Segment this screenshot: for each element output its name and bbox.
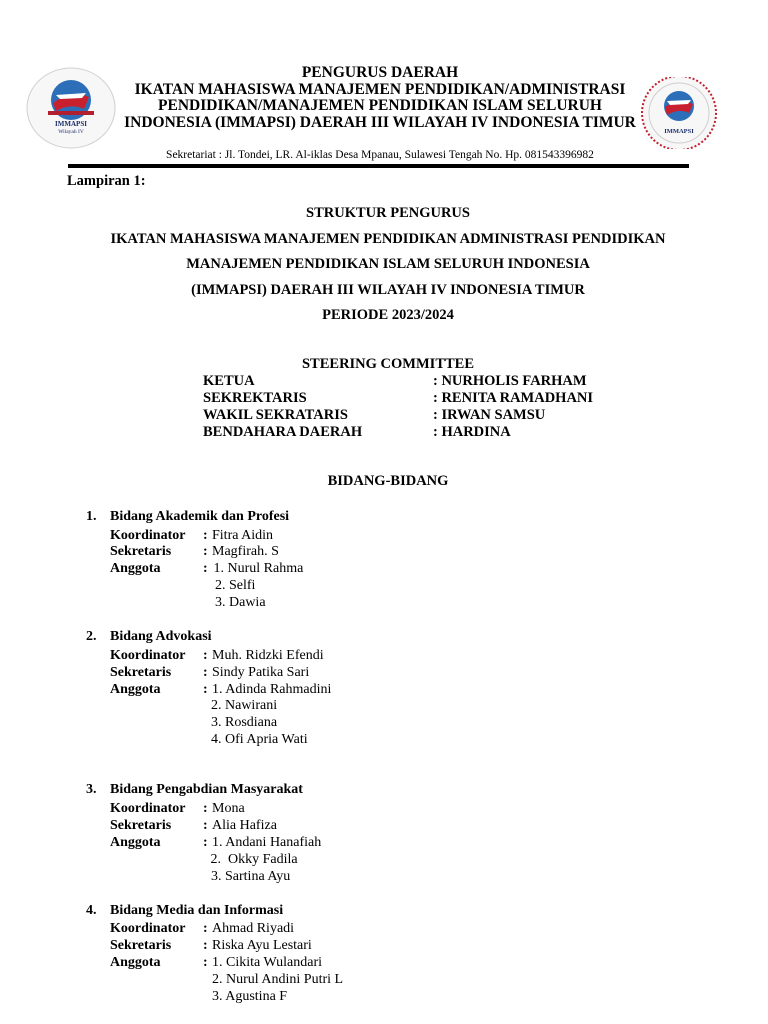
section-title: Bidang Pengabdian Masyarakat — [110, 782, 303, 797]
right-logo — [640, 77, 718, 149]
anggota-member: 1. Nurul Rahma — [210, 561, 304, 576]
colon: : — [203, 648, 208, 663]
section-title: Bidang Media dan Informasi — [110, 903, 284, 918]
colon: : — [203, 544, 208, 559]
colon: : — [203, 818, 208, 833]
sekretaris-label: Sekretaris — [110, 544, 172, 559]
colon: : — [203, 955, 208, 970]
anggota-label: Anggota — [110, 835, 161, 850]
bidang-heading: BIDANG-BIDANG — [327, 473, 449, 489]
sekretaris-name: Riska Ayu Lestari — [212, 938, 312, 953]
anggota-label: Anggota — [110, 561, 161, 576]
letterhead-line-3: PENDIDIKAN/MANAJEMEN PENDIDIKAN ISLAM SELURUH — [158, 97, 602, 114]
section-number: 3. — [86, 782, 97, 797]
title-line-2: IKATAN MAHASISWA MANAJEMEN PENDIDIKAN ADMINISTRASI PENDIDIKAN — [110, 231, 666, 247]
koordinator-label: Koordinator — [110, 921, 186, 936]
anggota-member: 1. Cikita Wulandari — [212, 955, 322, 970]
letterhead-line-2: IKATAN MAHASISWA MANAJEMEN PENDIDIKAN/ADMINISTRASI — [134, 81, 626, 98]
steering-name: : IRWAN SAMSU — [433, 407, 546, 423]
letterhead-address: Sekretariat : Jl. Tondei, LR. Al-iklas Desa Mpanau, Sulawesi Tengah No. Hp. 081543396982 — [166, 149, 594, 161]
left-logo-text: IMMAPSI — [55, 120, 87, 128]
title-line-5: PERIODE 2023/2024 — [322, 307, 454, 323]
koordinator-name: Fitra Aidin — [212, 528, 274, 543]
letterhead-line-4: INDONESIA (IMMAPSI) DAERAH III WILAYAH IV INDONESIA TIMUR — [124, 114, 636, 131]
colon: : — [203, 835, 208, 850]
sekretaris-name: Alia Hafiza — [212, 818, 277, 833]
koordinator-name: Mona — [212, 801, 245, 816]
title-line-3: MANAJEMEN PENDIDIKAN ISLAM SELURUH INDONESIA — [186, 256, 590, 272]
colon: : — [203, 682, 208, 697]
koordinator-label: Koordinator — [110, 528, 186, 543]
koordinator-label: Koordinator — [110, 648, 186, 663]
koordinator-name: Muh. Ridzki Efendi — [212, 648, 324, 663]
koordinator-name: Ahmad Riyadi — [212, 921, 295, 936]
steering-role: WAKIL SEKRATARIS — [203, 407, 348, 423]
sekretaris-label: Sekretaris — [110, 818, 172, 833]
colon: : — [203, 801, 208, 816]
steering-role: BENDAHARA DAERAH — [203, 424, 363, 440]
steering-name: : HARDINA — [433, 424, 511, 440]
sekretaris-label: Sekretaris — [110, 938, 172, 953]
section-number: 1. — [86, 509, 97, 524]
sekretaris-name: Sindy Patika Sari — [212, 665, 310, 680]
colon: : — [203, 561, 208, 576]
left-logo — [26, 67, 116, 149]
anggota-member: 2. Okky Fadila — [207, 852, 298, 867]
title-line-1: STRUKTUR PENGURUS — [306, 205, 470, 221]
anggota-member: 4. Ofi Apria Wati — [211, 732, 308, 747]
anggota-member: 3. Sartina Ayu — [211, 869, 291, 884]
section-number: 2. — [86, 629, 97, 644]
colon: : — [203, 528, 208, 543]
sekretaris-name: Magfirah. S — [212, 544, 279, 559]
section-number: 4. — [86, 903, 97, 918]
header-rule — [68, 164, 689, 168]
attachment-label: Lampiran 1: — [67, 173, 146, 189]
steering-name: : RENITA RAMADHANI — [433, 390, 594, 406]
anggota-member: 3. Rosdiana — [211, 715, 278, 730]
colon: : — [203, 665, 208, 680]
anggota-member: 2. Selfi — [215, 578, 256, 593]
steering-role: KETUA — [203, 373, 255, 389]
koordinator-label: Koordinator — [110, 801, 186, 816]
anggota-member: 1. Adinda Rahmadini — [212, 682, 332, 697]
left-logo-subtext: Wilayah IV — [58, 129, 84, 135]
letterhead-line-1: PENGURUS DAERAH — [301, 64, 459, 81]
anggota-member: 3. Dawia — [215, 595, 266, 610]
anggota-member: 3. Agustina F — [212, 989, 288, 1004]
colon: : — [203, 921, 208, 936]
steering-heading: STEERING COMMITTEE — [301, 356, 475, 372]
title-line-4: (IMMAPSI) DAERAH III WILAYAH IV INDONESIA TIMUR — [191, 282, 585, 298]
anggota-member: 2. Nurul Andini Putri L — [212, 972, 344, 987]
colon: : — [203, 938, 208, 953]
right-logo-text: IMMAPSI — [664, 128, 694, 135]
sekretaris-label: Sekretaris — [110, 665, 172, 680]
anggota-label: Anggota — [110, 955, 161, 970]
steering-name: : NURHOLIS FARHAM — [433, 373, 587, 389]
anggota-label: Anggota — [110, 682, 161, 697]
steering-role: SEKREKTARIS — [203, 390, 307, 406]
anggota-member: 2. Nawirani — [211, 698, 278, 713]
anggota-member: 1. Andani Hanafiah — [212, 835, 322, 850]
section-title: Bidang Advokasi — [110, 629, 212, 644]
section-title: Bidang Akademik dan Profesi — [110, 509, 290, 524]
